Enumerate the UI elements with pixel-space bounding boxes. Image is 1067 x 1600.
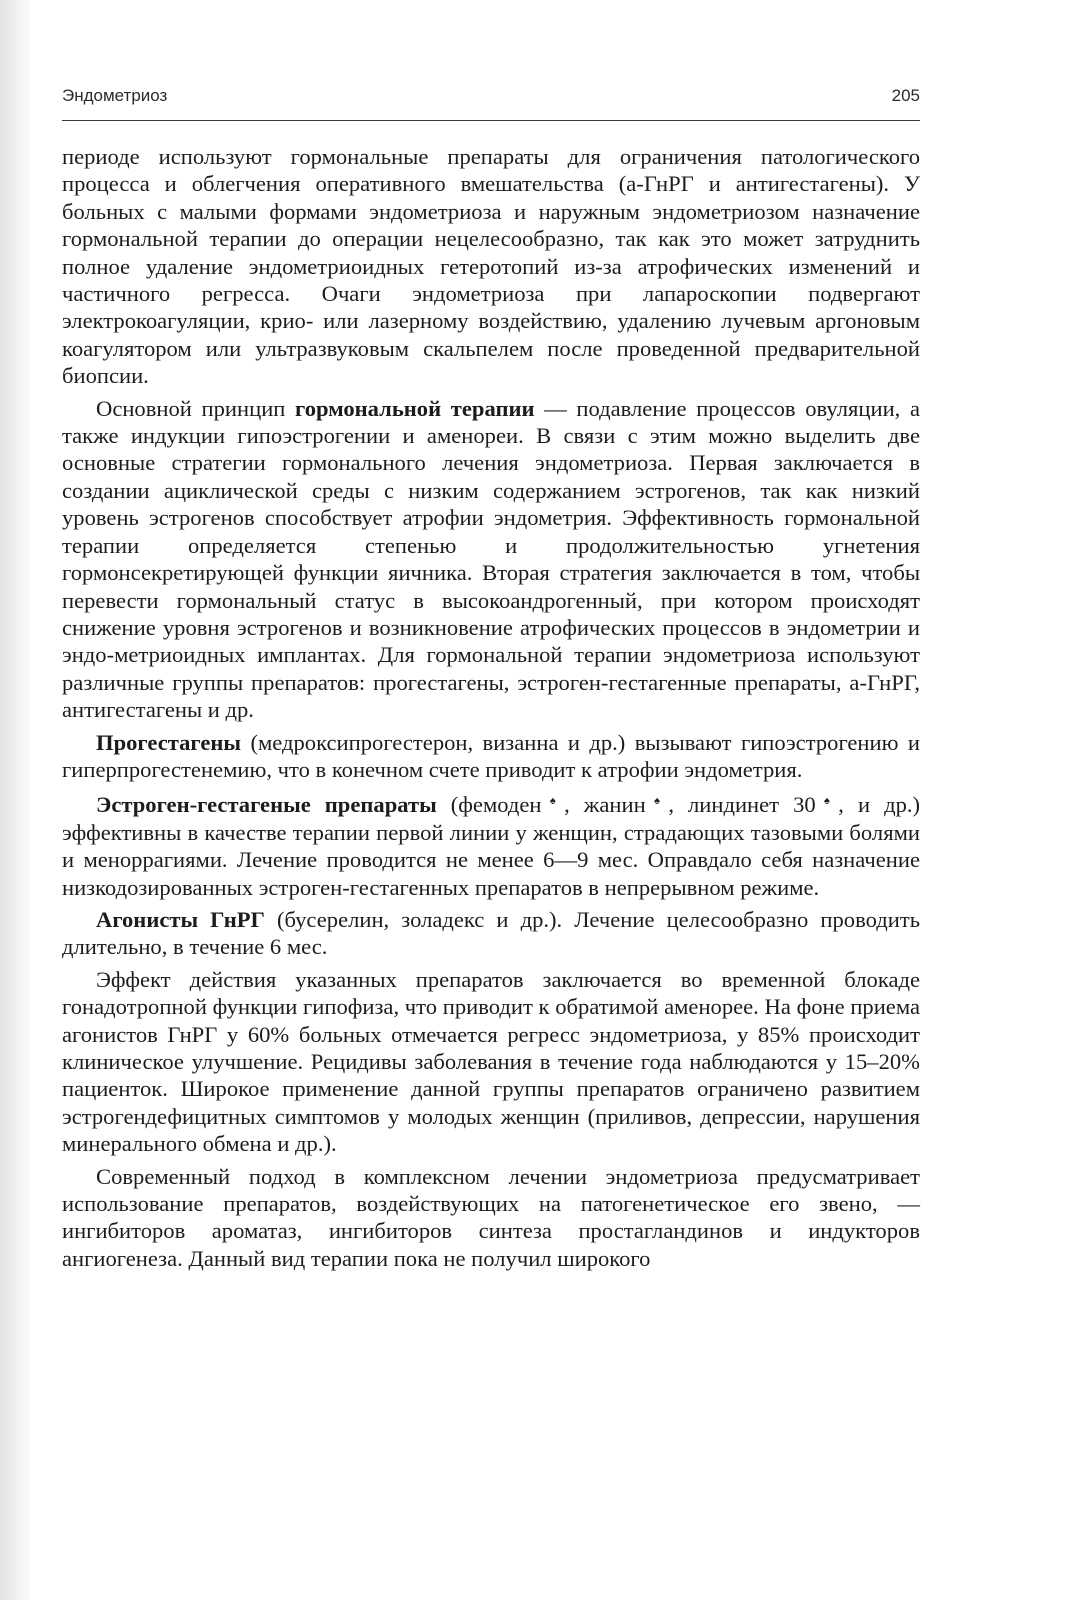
paragraph-text: Основной принцип (96, 395, 296, 421)
paragraph-text: , линдинет 30 (668, 792, 816, 818)
running-title: Эндометриоз (62, 86, 168, 105)
paragraph-continuation (62, 143, 920, 390)
paragraph-text: (бусерелин, золадекс и др.). Лечение целесообразно проводить длительно, в течение 6 мес. (62, 906, 920, 960)
paragraph-text: , жанин (564, 792, 646, 818)
page-number: 205 (891, 86, 920, 105)
paragraph-hormonal-therapy (62, 395, 920, 724)
paragraph-text: (медроксипрогестерон, визанна и др.) вызывают гипоэстрогению и гиперпрогестенемию, что в конечном счете приводит к атрофии эндометрия. (62, 729, 920, 782)
bold-term: Агонисты ГнРГ (96, 906, 265, 932)
paragraph-text: Современный подход в комплексном лечении эндометриоза предусматривает использование препаратов, воздействующих на патогенетическое его звено, — ингибиторов ароматаз, ингибиторов синтеза простагландинов и индукторов ангиогенеза. Данный вид терапии пока не получил широкого (62, 1163, 920, 1271)
paragraph-text: , и др.) эффективны в качестве терапии первой линии у женщин, страдающих тазовыми болями и меноррагиями. Лечение проводится не менее 6—9 мес. Оправдало себя назначение низкодозированных эстроген-гестагенных препаратов в непрерывном режиме. (62, 792, 921, 900)
paragraph-text: Эффект действия указанных препаратов заключается во временной блокаде гонадотропной функции гипофиза, что приводит к обратимой аменорее. На фоне приема агонистов ГнРГ у 60% больных отмечается регресс эндометриоза, у 85% происходит клиническое улучшение. Рецидивы заболевания в течение года наблюдаются у 15–20% пациенток. Широкое применение данной группы препаратов ограничено развитием эстрогендефицитных симптомов у молодых женщин (приливов, депрессии, нарушения минерального обмена и др.). (62, 966, 920, 1157)
paragraph-text: (фемоден (436, 792, 542, 818)
body-text (62, 143, 920, 1272)
paragraph-text: периоде используют гормональные препараты для ограничения патологического процесса и облегчения оперативного вмешательства (а-ГнРГ и антигестагены). У больных с малыми формами эндометриоза и наружным эндометриозом назначение гормональной терапии до операции нецелесообразно, так как это может затруднить полное удаление эндометриоидных гетеротопий из-за атрофических изменений и частичного регресса. Очаги эндометриоза при лапароскопии подвергают электрокоагуляции, крио- или лазерному воздействию, удалению лучевым аргоновым коагулятором или ультразвуковым скальпелем после проведенной предварительной биопсии. (62, 144, 920, 389)
paragraph-gnrh-agonists (62, 906, 920, 961)
paragraph-modern-approach (62, 1163, 920, 1273)
running-header (62, 86, 920, 114)
paragraph-effect (62, 966, 920, 1158)
bold-term: Прогестагены (96, 729, 242, 755)
trademark-mark: ♠ (645, 795, 669, 808)
bold-term: гормональной терапии (295, 395, 535, 421)
paragraph-text: — подавление процессов овуляции, а также индукции гипоэстрогении и аменореи. В связи с этим можно выделить две основные стратегии гормонального лечения эндометриоза. Первая заключается в создании ациклической среды с низким содержанием эстрогенов, так как низкий уровень эстрогенов способствует атрофии эндометрия. Эффективность гормональной терапии определяется степенью и продолжительностью угнетения гормонсекретирующей функции яичника. Вторая стратегия заключается в том, чтобы перевести гормональный статус в высокоандрогенный, при котором происходят снижение уровня эстрогенов и возникновение атрофических процессов в эндометрии и эндо-метриоидных имплантах. Для гормональной терапии эндометриоза используют различные группы препаратов: прогестагены, эстроген-гестагенные препараты, а-ГнРГ, антигестагены и др. (62, 395, 920, 723)
bold-term: Эстроген-гестагеные препараты (96, 792, 437, 818)
header-rule (62, 120, 920, 121)
book-spine-shadow (0, 0, 30, 1600)
paragraph-estrogen-gestagen (62, 788, 920, 901)
trademark-mark: ♠ (541, 795, 565, 808)
trademark-mark: ♠ (815, 795, 839, 808)
paragraph-progestagens (62, 729, 920, 784)
